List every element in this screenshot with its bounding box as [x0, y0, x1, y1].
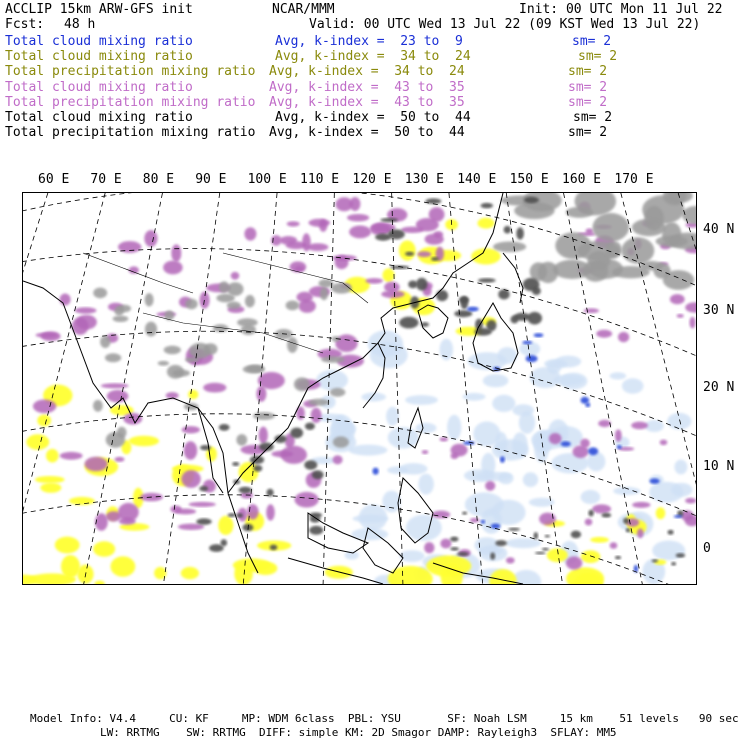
cloud-blob [35, 476, 65, 483]
cloud-blob [384, 282, 400, 293]
cloud-blob [406, 515, 442, 541]
cloud-blob [37, 415, 51, 427]
field-sm: sm= 2 [572, 34, 612, 49]
cloud-blob [656, 507, 666, 519]
cloud-blob [232, 462, 239, 466]
field-desc: Avg, k-index = 50 to 44 [269, 125, 465, 141]
cloud-blob [295, 266, 305, 272]
cloud-blob [299, 299, 316, 312]
latitude-label: 20 N [703, 380, 735, 395]
cloud-blob [188, 390, 198, 399]
cloud-blob [311, 408, 322, 423]
cloud-blob [309, 399, 330, 406]
cloud-blob [119, 518, 136, 525]
cloud-blob [46, 449, 59, 463]
cloud-blob [258, 372, 285, 389]
cloud-blob [388, 229, 405, 239]
cloud-blob [69, 497, 95, 505]
cloud-blob [309, 526, 323, 535]
cloud-blob [490, 552, 495, 559]
cloud-blob [581, 490, 601, 504]
cloud-blob [286, 241, 307, 249]
cloud-blob [637, 528, 644, 538]
cloud-blob [622, 378, 644, 393]
cloud-blob [310, 516, 321, 523]
cloud-blob [492, 439, 529, 460]
cloud-blob [425, 234, 444, 245]
cloud-blob [181, 470, 200, 488]
cloud-blob [534, 333, 544, 337]
cloud-blob [491, 524, 501, 529]
cloud-blob [523, 472, 538, 487]
cloud-blob [347, 214, 369, 221]
field-name: Total precipitation mixing ratio [5, 94, 256, 110]
cloud-blob [623, 518, 629, 524]
cloud-blob [218, 516, 233, 535]
cloud-blob [281, 446, 307, 464]
cloud-blob [287, 337, 298, 353]
cloud-blob [36, 333, 58, 338]
cloud-blob [478, 278, 496, 282]
cloud-blob [178, 524, 204, 530]
cloud-blob [350, 197, 361, 211]
cloud-blob [450, 537, 458, 542]
cloud-blob [690, 317, 696, 329]
cloud-blob [588, 510, 593, 517]
cloud-blob [227, 302, 241, 310]
longitude-label: 140 E [457, 172, 497, 187]
cloud-blob [416, 278, 427, 291]
cloud-blob [511, 315, 519, 323]
cloud-blob [432, 511, 450, 519]
cloud-blob [95, 513, 108, 531]
cloud-blob [349, 226, 371, 239]
cloud-blob [118, 305, 131, 312]
cloud-blob [400, 463, 428, 474]
cloud-blob [227, 282, 243, 296]
cloud-blob [522, 341, 532, 344]
cloud-blob [416, 218, 439, 231]
cloud-blob [492, 395, 515, 412]
cloud-blob [184, 441, 197, 460]
init-time: Init: 00 UTC Mon 11 Jul 22 [519, 2, 723, 17]
cloud-blob [231, 272, 240, 280]
cloud-blob [612, 266, 650, 278]
field-name: Total cloud mixing ratio [5, 49, 193, 65]
cloud-blob [447, 415, 461, 440]
cloud-blob [459, 296, 469, 303]
cloud-blob [475, 472, 512, 481]
field-name: Total precipitation mixing ratio [5, 125, 256, 141]
cloud-blob [506, 538, 542, 548]
latitude-label: 30 N [703, 303, 735, 318]
cloud-blob [304, 460, 317, 469]
cloud-blob [366, 278, 383, 284]
longitude-label: 80 E [142, 172, 175, 187]
cloud-blob [598, 420, 611, 427]
cloud-blob [431, 257, 439, 261]
cloud-blob [253, 465, 262, 472]
cloud-blob [512, 404, 534, 416]
latitude-label: 0 [703, 541, 711, 556]
cloud-blob [674, 460, 687, 475]
cloud-blob [60, 452, 83, 460]
cloud-blob [500, 456, 505, 463]
cloud-blob [417, 251, 431, 257]
cloud-blob [596, 330, 612, 338]
forecast-map [22, 192, 697, 585]
cloud-blob [495, 540, 507, 546]
cloud-blob [585, 519, 593, 526]
cloud-blob [553, 260, 591, 279]
cloud-blob [526, 355, 538, 362]
cloud-blob [76, 315, 97, 330]
field-desc: Avg, k-index = 34 to 24 [269, 64, 465, 80]
longitude-label: 70 E [90, 172, 122, 187]
cloud-blob [61, 555, 80, 578]
cloud-blob [221, 539, 228, 546]
cloud-blob [532, 287, 541, 295]
field-desc: Avg, k-index = 43 to 35 [269, 94, 465, 110]
cloud-blob [164, 346, 181, 355]
cloud-blob [237, 513, 244, 517]
cloud-blob [93, 541, 115, 556]
cloud-blob [618, 332, 629, 342]
cloud-blob [145, 293, 154, 306]
cloud-blob [93, 288, 107, 299]
cloud-blob [209, 544, 224, 552]
cloud-blob [245, 295, 255, 308]
cloud-blob [253, 412, 275, 420]
cloud-blob [26, 434, 49, 450]
cloud-blob [668, 530, 674, 535]
cloud-blob [331, 283, 352, 294]
cloud-blob [33, 400, 56, 414]
forecast-label: Fcst: [5, 17, 45, 32]
cloud-blob [585, 403, 590, 407]
cloud-blob [580, 439, 590, 448]
cloud-blob [333, 455, 343, 464]
cloud-blob [111, 556, 136, 577]
cloud-blob [158, 361, 170, 366]
cloud-blob [422, 450, 429, 454]
cloud-blob [587, 452, 605, 472]
cloud-blob [113, 316, 129, 322]
cloud-blob [622, 237, 655, 264]
cloud-blob [566, 556, 582, 569]
cloud-blob [632, 502, 650, 508]
cloud-blob [588, 447, 598, 455]
cloud-blob [471, 248, 500, 264]
field-desc: Avg, k-index = 34 to 24 [275, 49, 471, 65]
cloud-blob [617, 445, 622, 449]
org-label: NCAR/MMM [272, 2, 335, 17]
cloud-blob [405, 252, 414, 256]
cloud-blob [399, 240, 416, 260]
longitude-label: 60 E [38, 172, 70, 187]
cloud-blob [660, 440, 668, 446]
cloud-blob [189, 502, 216, 507]
cloud-blob [383, 268, 395, 282]
cloud-blob [399, 317, 418, 329]
cloud-blob [359, 504, 387, 530]
cloud-blob [601, 513, 611, 518]
longitude-label: 100 E [247, 172, 287, 187]
cloud-blob [644, 206, 663, 231]
cloud-blob [506, 557, 515, 563]
cloud-blob [175, 509, 196, 515]
cloud-blob [184, 403, 199, 410]
cloud-blob [163, 261, 183, 275]
cloud-blob [440, 539, 451, 549]
cloud-blob [319, 279, 334, 287]
cloud-blob [451, 453, 459, 459]
cloud-blob [380, 218, 398, 222]
cloud-blob [320, 287, 328, 300]
cloud-blob [473, 421, 500, 446]
cloud-blob [312, 470, 324, 479]
longitude-label: 150 E [509, 172, 549, 187]
cloud-blob [237, 318, 258, 327]
latitude-label: 10 N [703, 459, 735, 474]
cloud-blob [145, 322, 157, 337]
field-desc: Avg, k-index = 23 to 9 [275, 34, 463, 49]
cloud-blob [100, 336, 110, 348]
cloud-blob [508, 528, 520, 531]
cloud-blob [305, 423, 315, 430]
cloud-blob [481, 203, 493, 208]
cloud-blob [144, 230, 157, 247]
cloud-blob [295, 492, 319, 508]
cloud-blob [524, 197, 539, 203]
cloud-blob [615, 429, 622, 441]
cloud-blob [478, 218, 495, 229]
cloud-blob [286, 301, 300, 311]
longitude-label: 90 E [195, 172, 227, 187]
cloud-blob [309, 219, 331, 227]
cloud-blob [436, 290, 448, 301]
cloud-blob [129, 266, 139, 273]
cloud-blob [670, 294, 685, 304]
cloud-blob [493, 242, 526, 253]
cloud-blob [561, 441, 571, 446]
cloud-blob [129, 436, 159, 447]
cloud-blob [287, 221, 300, 226]
cloud-blob [676, 553, 686, 557]
cloud-blob [373, 468, 379, 475]
cloud-blob [677, 314, 684, 318]
cloud-blob [465, 492, 504, 516]
model-info-line2: LW: RRTMG SW: RRTMG DIFF: simple KM: 2D Smagor DAMP: Rayleigh3 SFLAY: MM5 [100, 726, 617, 739]
cloud-blob [244, 227, 256, 240]
cloud-blob [457, 552, 469, 556]
forecast-hours: 48 h [64, 17, 96, 32]
field-desc: Avg, k-index = 50 to 44 [275, 110, 471, 125]
cloud-blob [60, 294, 71, 306]
cloud-blob [685, 498, 696, 504]
cloud-blob [485, 481, 495, 491]
cloud-blob [516, 227, 524, 239]
longitude-line [23, 193, 48, 584]
cloud-blob [529, 498, 555, 507]
cloud-blob [652, 559, 658, 562]
field-sm: sm= 2 [568, 64, 608, 80]
cloud-blob [256, 386, 266, 402]
model-info-line1: Model Info: V4.4 CU: KF MP: WDM 6class PBL: YSU SF: Noah LSM 15 km 51 levels 90 sec [30, 712, 739, 725]
cloud-blob [481, 520, 485, 524]
cloud-blob [75, 307, 97, 313]
cloud-blob [219, 424, 230, 431]
cloud-blob [605, 241, 622, 258]
cloud-blob [386, 407, 399, 426]
cloud-blob [418, 474, 434, 495]
cloud-blob [504, 226, 511, 234]
field-name: Total cloud mixing ratio [5, 79, 193, 95]
field-name: Total cloud mixing ratio [5, 34, 193, 49]
cloud-blob [259, 427, 268, 444]
cloud-blob [321, 356, 345, 363]
cloud-blob [650, 478, 660, 483]
map-canvas [23, 193, 696, 584]
cloud-blob [199, 486, 208, 491]
cloud-blob [545, 535, 550, 538]
cloud-blob [590, 537, 609, 543]
cloud-blob [467, 307, 479, 312]
longitude-label: 110 E [300, 172, 340, 187]
model-title: ACCLIP 15km ARW-GFS init [5, 2, 193, 17]
cloud-blob [107, 390, 129, 402]
cloud-blob [388, 427, 419, 449]
cloud-blob [470, 518, 480, 523]
cloud-blob [440, 437, 449, 441]
cloud-blob [185, 357, 199, 362]
cloud-blob [106, 432, 125, 448]
cloud-blob [542, 548, 549, 551]
cloud-blob [631, 422, 648, 430]
cloud-blob [196, 518, 211, 524]
field-sm: sm= 2 [568, 94, 608, 110]
longitude-label: 130 E [404, 172, 444, 187]
cloud-blob [333, 436, 349, 447]
field-desc: Avg, k-index = 43 to 35 [269, 79, 465, 95]
longitude-label: 160 E [562, 172, 602, 187]
cloud-fields [23, 193, 696, 584]
cloud-blob [247, 365, 265, 373]
field-name: Total cloud mixing ratio [5, 110, 193, 125]
cloud-blob [185, 299, 197, 310]
cloud-blob [40, 483, 61, 493]
cloud-blob [94, 581, 104, 585]
cloud-blob [671, 562, 676, 566]
cloud-blob [610, 372, 627, 379]
cloud-blob [685, 302, 696, 312]
cloud-blob [549, 433, 562, 444]
cloud-blob [656, 236, 688, 247]
cloud-blob [330, 388, 346, 397]
cloud-blob [571, 531, 581, 539]
field-sm: sm= 2 [568, 125, 608, 141]
cloud-blob [610, 542, 618, 549]
cloud-blob [454, 310, 472, 317]
cloud-blob [172, 370, 190, 377]
cloud-blob [164, 310, 174, 320]
cloud-blob [581, 550, 601, 563]
valid-time: Valid: 00 UTC Wed 13 Jul 22 (09 KST Wed 13 Jul 22) [309, 17, 701, 32]
cloud-blob [236, 434, 247, 446]
cloud-blob [653, 263, 670, 279]
cloud-blob [239, 462, 259, 482]
cloud-blob [399, 550, 424, 562]
cloud-blob [671, 483, 692, 497]
longitude-label: 170 E [614, 172, 654, 187]
cloud-blob [534, 436, 549, 463]
cloud-blob [105, 353, 121, 362]
field-sm: sm= 2 [573, 110, 613, 125]
cloud-blob [181, 567, 199, 579]
cloud-blob [204, 343, 218, 355]
cloud-blob [55, 537, 80, 554]
cloud-blob [115, 457, 125, 462]
cloud-blob [483, 374, 509, 387]
cloud-blob [85, 457, 108, 472]
cloud-blob [462, 512, 467, 515]
field-name: Total precipitation mixing ratio [5, 64, 256, 80]
cloud-blob [405, 395, 438, 405]
cloud-blob [101, 383, 129, 388]
latitude-label: 40 N [703, 222, 735, 237]
cloud-blob [440, 339, 454, 361]
cloud-blob [270, 545, 278, 551]
cloud-blob [171, 244, 181, 262]
cloud-blob [424, 542, 434, 553]
cloud-blob [667, 413, 691, 430]
field-sm: sm= 2 [568, 79, 608, 95]
cloud-blob [626, 528, 630, 532]
cloud-blob [390, 266, 409, 270]
field-sm: sm= 2 [578, 49, 618, 65]
cloud-blob [203, 383, 226, 393]
cloud-blob [182, 426, 200, 433]
cloud-blob [584, 308, 599, 313]
cloud-blob [239, 487, 252, 493]
cloud-blob [408, 281, 417, 289]
cloud-blob [535, 552, 546, 555]
cloud-blob [527, 312, 542, 325]
cloud-blob [615, 556, 621, 559]
cloud-blob [250, 456, 264, 464]
cloud-blob [302, 233, 311, 251]
cloud-blob [290, 428, 303, 439]
longitude-label: 120 E [352, 172, 392, 187]
cloud-blob [593, 213, 630, 242]
cloud-blob [674, 515, 683, 518]
cloud-blob [592, 504, 611, 513]
cloud-blob [93, 400, 103, 412]
cloud-blob [555, 232, 591, 259]
cloud-blob [266, 504, 275, 520]
cloud-blob [450, 547, 459, 551]
